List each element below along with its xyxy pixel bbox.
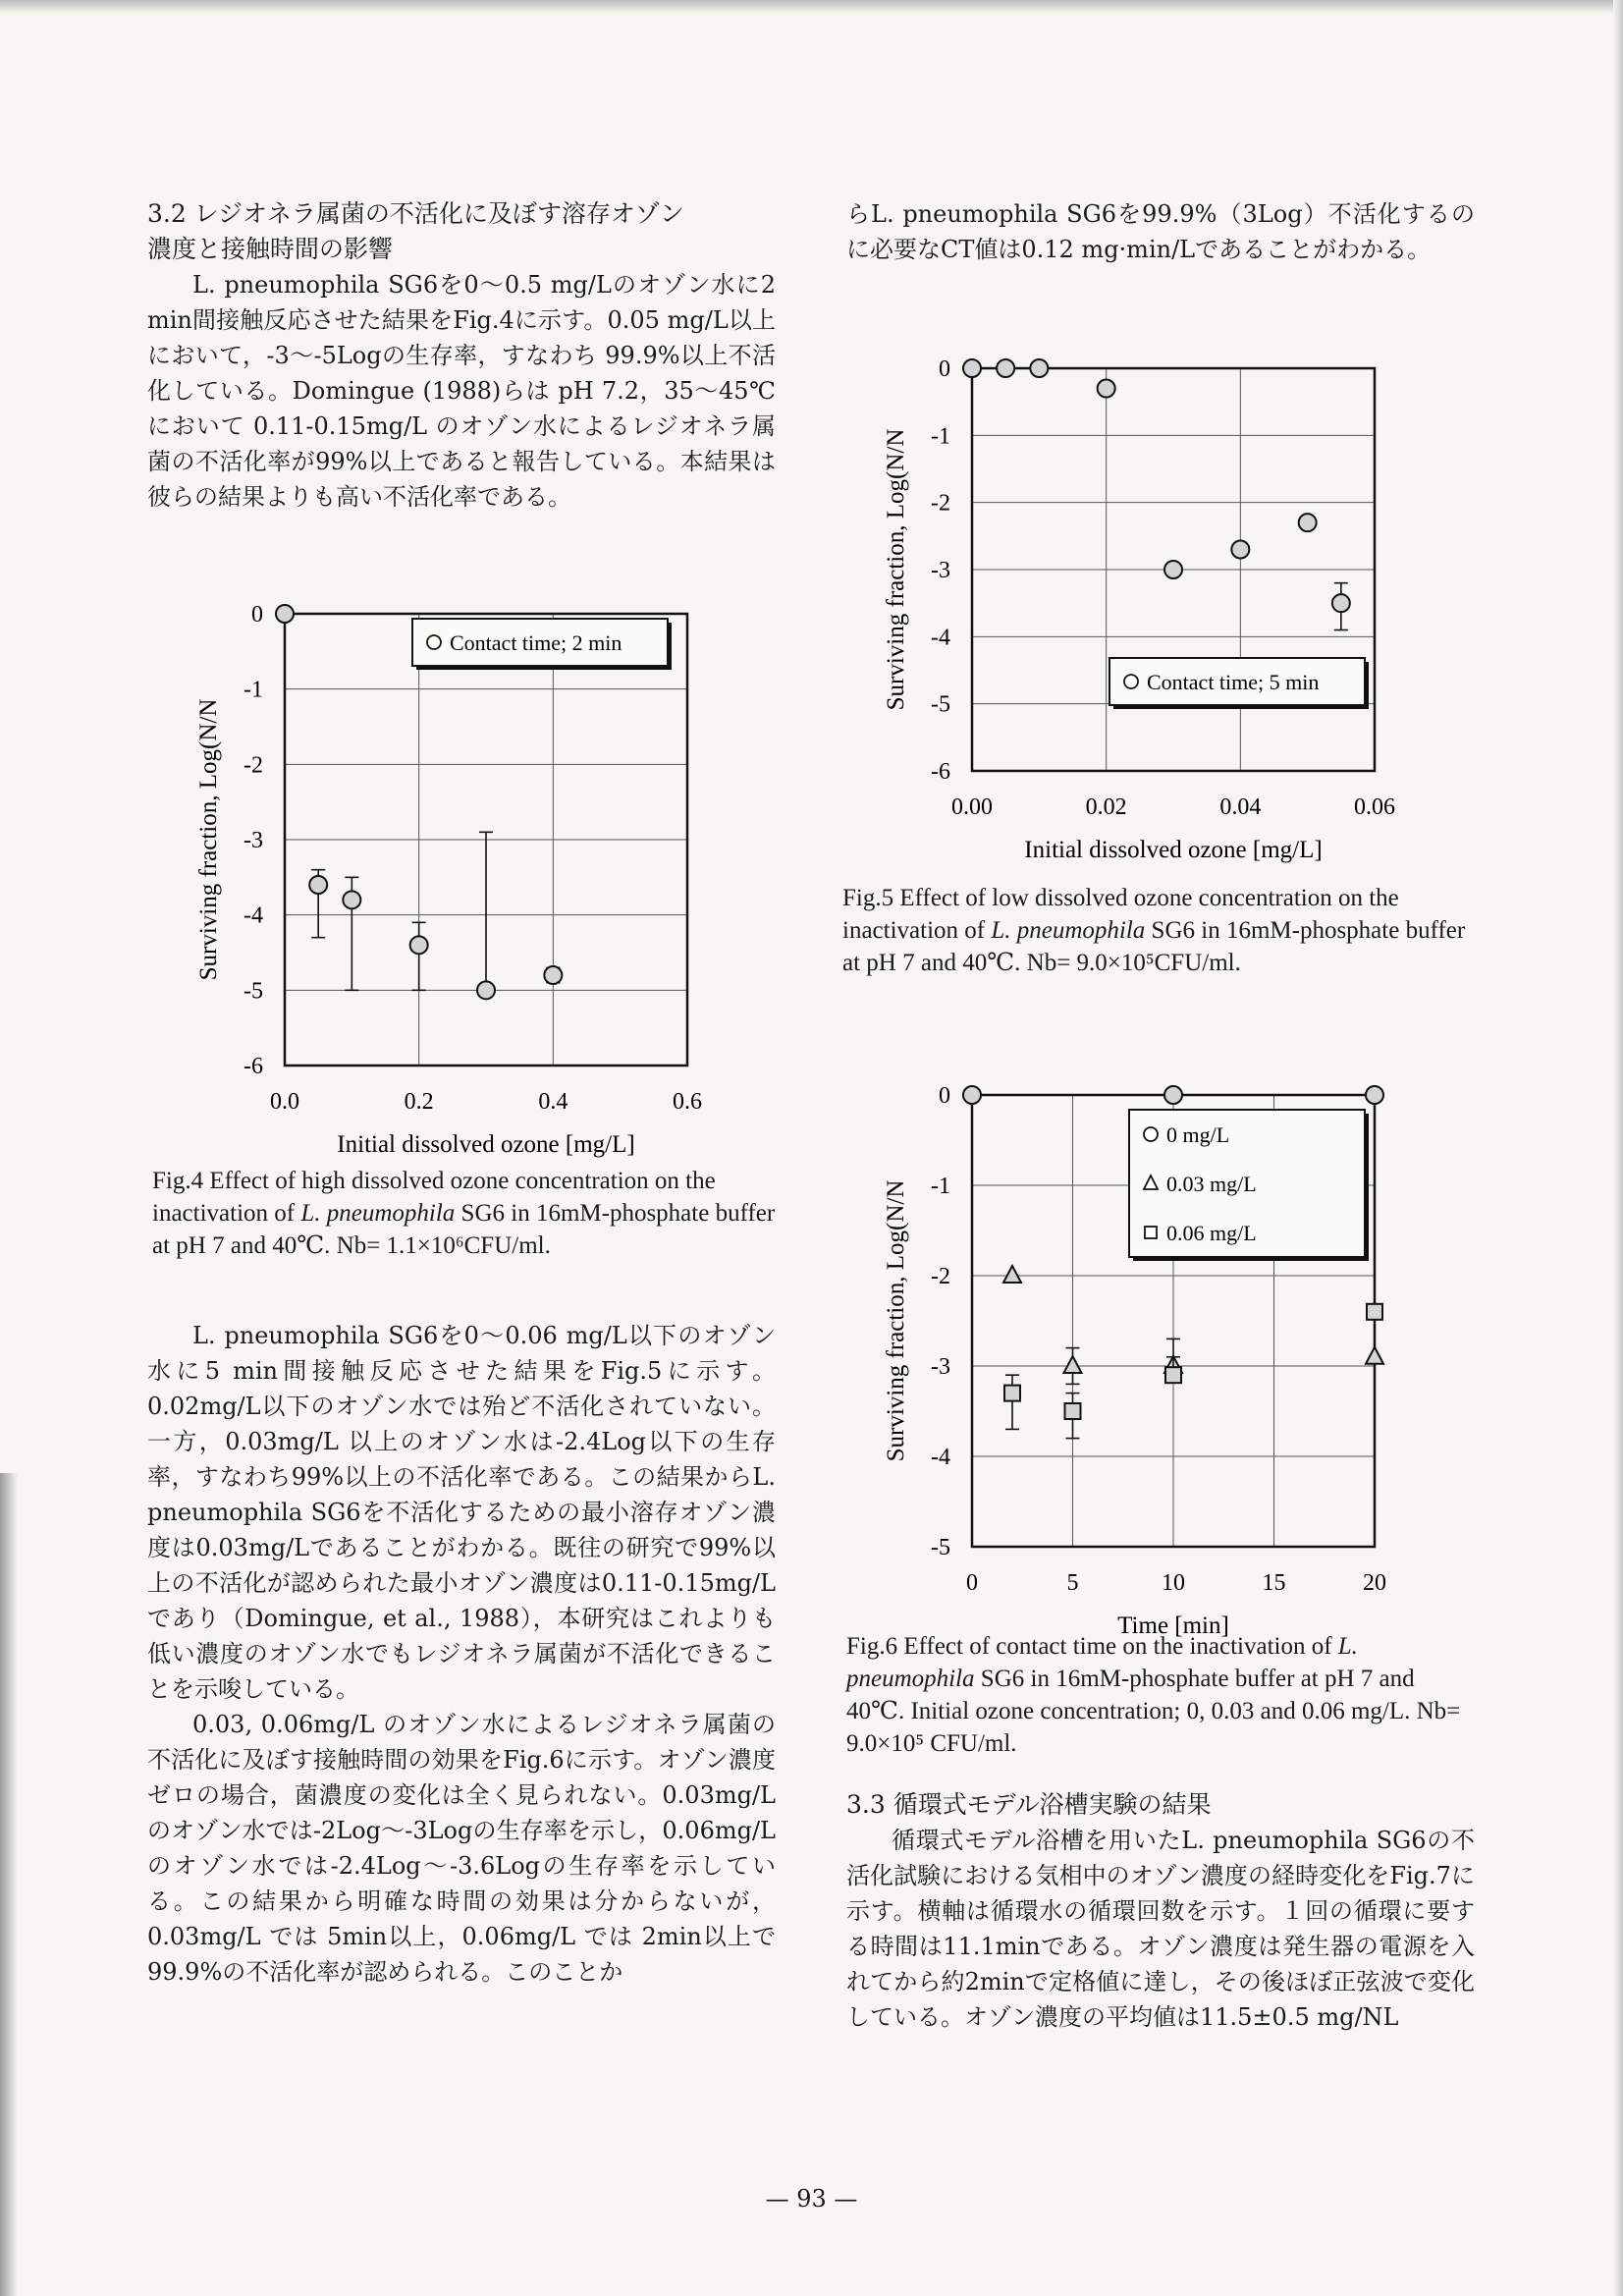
data-point-circle (997, 359, 1014, 377)
left-column (147, 196, 776, 515)
fig4-caption (152, 1165, 781, 1262)
y-axis-label: Surviving fraction, Log(N/N (883, 428, 909, 711)
data-point-square (1004, 1386, 1020, 1401)
data-point-square (1165, 1367, 1181, 1383)
fig5-caption-species: L. pneumophila (991, 917, 1146, 944)
y-tick-label: -3 (931, 558, 950, 583)
legend-label: 0.06 mg/L (1166, 1221, 1257, 1245)
fig4-caption-pre: Fig.4 Effect of high dissolved ozone concentration on the inactivation of (152, 1168, 716, 1227)
x-tick-label: 5 (1066, 1570, 1079, 1596)
data-point-circle (1030, 359, 1048, 377)
x-tick-label: 0.4 (538, 1089, 568, 1115)
y-tick-label: -5 (931, 691, 950, 718)
section-3-2-heading-line2: 濃度と接触時間の影響 (147, 235, 394, 263)
data-point-circle (477, 981, 495, 999)
x-axis-label: Initial dissolved ozone [mg/L] (1024, 837, 1323, 863)
y-tick-label: -2 (243, 752, 263, 779)
section-3-2-heading-line1: 3.2 レジオネラ属菌の不活化に及ぼす溶存オゾン (147, 199, 684, 228)
fig4-caption-post: SG6 in 16mM-phosphate buffer at pH 7 and 40℃. Nb= 1.1×10⁶CFU/ml. (152, 1200, 776, 1259)
y-tick-label: 0 (939, 1083, 950, 1109)
fig6-caption-post: SG6 in 16mM-phosphate buffer at pH 7 and 40℃. Initial ozone concentration; 0, 0.03 and 0.06 mg/L. Nb= 9.0×10⁵ CFU/ml. (846, 1666, 1461, 1757)
y-tick-label: -4 (931, 1445, 950, 1470)
y-tick-label: -4 (931, 625, 950, 651)
x-tick-label: 15 (1262, 1570, 1286, 1596)
data-point-circle (1231, 541, 1249, 559)
y-tick-label: -2 (931, 1264, 950, 1289)
x-axis-label: Time [min] (1117, 1613, 1229, 1639)
x-axis-label: Initial dissolved ozone [mg/L] (337, 1131, 635, 1158)
data-point-circle (963, 1086, 981, 1104)
section-3-2-para4: らL. pneumophila SG6を99.9%（3Log）不活化するのに必要なCT値は0.12 mg·min/Lであることがわかる。 (846, 200, 1475, 263)
data-point-square (1065, 1403, 1081, 1419)
y-tick-label: -1 (243, 677, 263, 703)
section-3-3-para: 循環式モデル浴槽を用いたL. pneumophila SG6の不活化試験における気相中のオゾン濃度の経時変化をFig.7に示す。横軸は循環水の循環回数を示す。１回の循環に要する時間は11.1minである。オゾン濃度は発生器の電源を入れてから約2minで定格値に達し，その後ほぼ正弦波で変化している。オゾン濃度の平均値は11.5±0.5 mg/NL (846, 1827, 1475, 2031)
x-tick-label: 0.0 (270, 1089, 299, 1115)
legend-marker-circle (427, 635, 441, 649)
legend-label: Contact time; 5 min (1147, 670, 1320, 694)
section-3-2-para3: 0.03, 0.06mg/L のオゾン水によるレジオネラ属菌の不活化に及ぼす接触時間の効果をFig.6に示す。オゾン濃度ゼロの場合，菌濃度の変化は全く見られない。0.03mg/L のオゾン水では-2Log〜-3Logの生存率を示し，0.06mg/Lのオゾン水では-2.4Log〜-3.6Logの生存率を示している。この結果から明確な時間の効果は分からないが，0.03mg/L では 5min以上，0.06mg/L では 2min以上で99.9%の不活化率が認められる。このことか (147, 1711, 776, 1986)
data-point-circle (309, 876, 327, 894)
scan-edge-right (1613, 0, 1623, 2296)
y-axis-label: Surviving fraction, Log(N/N (883, 1179, 909, 1462)
y-tick-label: -2 (931, 490, 950, 517)
data-point-circle (276, 605, 294, 623)
legend-marker-square (1145, 1227, 1157, 1238)
x-tick-label: 0.2 (404, 1089, 434, 1115)
legend-marker-circle (1144, 1127, 1158, 1141)
legend-label: Contact time; 2 min (450, 630, 622, 655)
data-point-circle (410, 936, 428, 954)
legend-label: 0 mg/L (1166, 1122, 1230, 1147)
section-3-2-para1: L. pneumophila SG6を0〜0.5 mg/Lのオゾン水に2 min間接触反応させた結果をFig.4に示す。0.05 mg/L以上において，-3〜-5Logの生存率，すなわち 99.9%以上不活化している。Domingue (1988)らは pH 7.2，35〜45℃において 0.11-0.15mg/L のオゾン水によるレジオネラ属菌の不活化率が99%以上であると報告している。本結果は彼らの結果よりも高い不活化率である。 (147, 271, 776, 511)
right-column-lower (846, 1787, 1475, 2035)
y-axis-label: Surviving fraction, Log(N/N (195, 698, 222, 981)
x-tick-label: 0.06 (1354, 794, 1395, 820)
data-point-circle (1098, 380, 1115, 398)
data-point-circle (963, 359, 981, 377)
y-tick-label: -3 (931, 1354, 950, 1380)
y-tick-label: 0 (939, 356, 950, 382)
left-column-lower (147, 1318, 776, 1990)
data-point-circle (1164, 1086, 1182, 1104)
data-point-triangle (1366, 1347, 1383, 1364)
data-point-circle (544, 966, 562, 984)
data-point-triangle (1003, 1266, 1021, 1283)
section-3-2-para2: L. pneumophila SG6を0〜0.06 mg/L以下のオゾン水に5 min間接触反応させた結果をFig.5に示す。0.02mg/L以下のオゾン水では殆ど不活化されていない。一方，0.03mg/L 以上のオゾン水は-2.4Log以下の生存率，すなわち99%以上の不活化率である。この結果からL. pneumophila SG6を不活化するための最小溶存オゾン濃度は0.03mg/Lであることがわかる。既往の研究で99%以上の不活化が認められた最小オゾン濃度は0.11-0.15mg/Lであり（Domingue, et al., 1988），本研究はこれよりも低い濃度のオゾン水でもレジオネラ属菌が不活化できることを示唆している。 (147, 1322, 776, 1703)
x-tick-label: 0.02 (1085, 794, 1127, 820)
y-tick-label: -1 (931, 423, 950, 450)
x-tick-label: 20 (1363, 1570, 1386, 1596)
y-tick-label: 0 (251, 602, 263, 628)
fig6-chart (864, 1070, 1453, 1639)
legend-marker-circle (1124, 675, 1138, 688)
fig6-caption-species: L. pneumophila (846, 1633, 1358, 1692)
y-tick-label: -4 (243, 902, 263, 929)
y-tick-label: -6 (243, 1054, 263, 1079)
scan-edge-left (0, 1473, 18, 2296)
fig5-caption-post: SG6 in 16mM-phosphate buffer at pH 7 and 40℃. Nb= 9.0×10⁵CFU/ml. (842, 917, 1466, 976)
data-point-square (1367, 1304, 1382, 1320)
fig5-chart (864, 344, 1453, 864)
y-tick-label: -3 (243, 828, 263, 853)
data-point-triangle (1064, 1356, 1082, 1373)
y-tick-label: -6 (931, 759, 950, 785)
x-tick-label: 10 (1162, 1570, 1185, 1596)
x-tick-label: 0.00 (951, 794, 993, 820)
y-tick-label: -5 (931, 1535, 950, 1560)
fig5-caption (842, 882, 1471, 979)
x-tick-label: 0.04 (1219, 794, 1262, 820)
y-tick-label: -5 (243, 978, 263, 1005)
fig6-caption (846, 1630, 1475, 1760)
data-point-circle (343, 891, 360, 908)
right-column-top (846, 196, 1475, 267)
legend-label: 0.03 mg/L (1166, 1172, 1257, 1196)
fig5-caption-pre: Fig.5 Effect of low dissolved ozone concentration on the inactivation of (842, 885, 1399, 944)
data-point-circle (1332, 594, 1350, 612)
fig6-caption-pre: Fig.6 Effect of contact time on the inactivation of (846, 1633, 1338, 1660)
x-tick-label: 0 (966, 1570, 978, 1596)
scan-edge-top (0, 0, 1623, 14)
y-tick-label: -1 (931, 1174, 950, 1199)
page-number: — 93 — (765, 2185, 858, 2213)
data-point-circle (1366, 1086, 1383, 1104)
data-point-circle (1299, 514, 1317, 531)
fig4-chart (177, 589, 766, 1159)
section-3-3-heading: 3.3 循環式モデル浴槽実験の結果 (846, 1790, 1212, 1819)
x-tick-label: 0.6 (673, 1089, 702, 1115)
data-point-circle (1164, 561, 1182, 578)
fig4-caption-species: L. pneumophila (300, 1200, 456, 1227)
